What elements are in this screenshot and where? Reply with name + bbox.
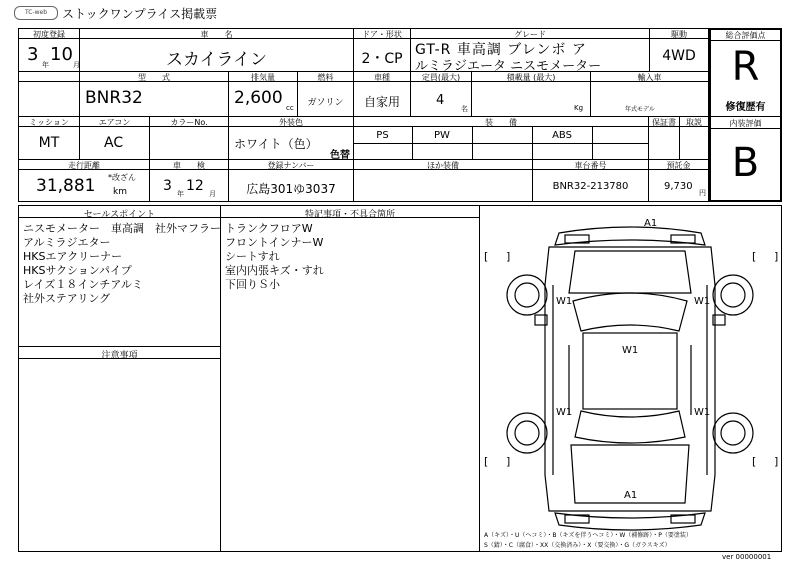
- legend-line: S（錆）・C（腐食）・XX（交換済み）・X（要交換）・G（ガラスキズ）: [484, 542, 671, 549]
- import-label: 輸入車: [637, 73, 662, 82]
- first-reg-year: 3: [27, 44, 39, 65]
- mileage-unit: km: [113, 187, 127, 197]
- bracket: [: [484, 455, 489, 468]
- price-label: 預託金: [666, 161, 691, 170]
- equipment-label: 装 備: [485, 118, 517, 127]
- interior-label: 内装評価: [729, 119, 762, 128]
- overall-note: 修復歴有: [725, 102, 766, 113]
- plate-number: 広島301ゆ3037: [246, 182, 336, 196]
- grade-label: グレード: [514, 30, 546, 39]
- interior-score: B: [731, 140, 760, 186]
- note-item: フロントインナーW: [225, 236, 324, 249]
- logo: [14, 6, 58, 20]
- warranty-label: 保証書: [652, 118, 676, 127]
- car-name-label: 車 名: [200, 30, 233, 39]
- car-name: スカイライン: [166, 50, 267, 70]
- bracket: ]: [506, 250, 511, 263]
- damage-mark: A1: [624, 490, 638, 501]
- sales-item: HKSエアクリーナー: [23, 250, 123, 263]
- page-title: ストックワンプライス掲載票: [62, 7, 218, 21]
- grade-line1: GT-R 車高調 ブレンボ ア: [415, 42, 587, 58]
- import-unit: 年式モデル: [625, 106, 655, 113]
- sales-item: 社外ステアリング: [23, 292, 111, 305]
- fuel-type: ガソリン: [307, 98, 344, 108]
- capacity-unit: 名: [461, 105, 468, 113]
- equip-ps: PS: [376, 130, 389, 141]
- price-value: 9,730: [664, 181, 693, 192]
- displacement-unit: cc: [286, 104, 294, 112]
- load-unit: Kg: [574, 104, 584, 112]
- version-text: ver 00000001: [722, 553, 772, 561]
- sales-item: ニスモメーター 車高調 社外マフラー: [23, 222, 221, 235]
- overall-label: 総合評価点: [725, 31, 766, 40]
- inspection-month: 12: [186, 178, 204, 194]
- manual-label: 取説: [686, 118, 702, 127]
- aircon-label: エアコン: [98, 118, 131, 127]
- other-equip-label: ほか装備: [427, 161, 459, 170]
- capacity-value: 4: [436, 93, 445, 108]
- vehicle-type-label: 車種: [374, 73, 390, 82]
- model-code: BNR32: [85, 88, 143, 108]
- legend-line: A（キズ）・U（ヘコミ）・B（キズを伴うヘコミ）・W（補修跡）・P（要塗装）: [484, 532, 692, 539]
- inspection-label: 車 検: [173, 161, 205, 170]
- mileage-value: 31,881: [36, 176, 96, 196]
- model-label: 型 式: [138, 73, 170, 82]
- mileage-note: *改ざん: [108, 173, 136, 182]
- sales-item: レイズ１８インチアルミ: [23, 278, 143, 291]
- logo-text: TC-web: [24, 9, 48, 16]
- first-reg-label: 初度登録: [33, 30, 65, 39]
- damage-mark: W1: [556, 407, 573, 418]
- price-unit: 円: [699, 189, 706, 197]
- color-no-label: カラーNo.: [170, 118, 208, 127]
- note-item: シートすれ: [225, 250, 280, 263]
- sales-item: アルミラジエター: [23, 236, 111, 249]
- inspection-year-unit: 年: [177, 190, 184, 198]
- overall-score: R: [731, 44, 760, 90]
- inspection-year: 3: [163, 178, 172, 194]
- fuel-label: 燃料: [317, 73, 334, 82]
- mission-label: ミッション: [29, 118, 69, 127]
- vehicle-type: 自家用: [363, 95, 400, 109]
- caution-title: 注意事項: [101, 351, 138, 361]
- displacement-value: 2,600: [234, 88, 283, 108]
- mileage-label: 走行距離: [68, 161, 100, 170]
- door-label: ドア・形状: [362, 30, 402, 39]
- displacement-label: 排気量: [251, 73, 275, 82]
- bracket: [: [484, 250, 489, 263]
- notes-title: 特記事項・不具合箇所: [304, 210, 395, 220]
- damage-mark: A1: [644, 218, 658, 229]
- color-change: 色替: [330, 150, 350, 161]
- first-reg-month: 10: [50, 44, 73, 65]
- bracket: [: [752, 455, 757, 468]
- drive-label: 駆動: [671, 30, 687, 39]
- bracket: [: [752, 250, 757, 263]
- plate-label: 登録ナンバー: [267, 161, 315, 170]
- equip-abs: ABS: [552, 130, 572, 141]
- chassis-label: 車台番号: [574, 161, 607, 170]
- mission-value: MT: [38, 135, 60, 151]
- damage-mark: W1: [556, 296, 573, 307]
- capacity-label: 定員(最大): [421, 73, 461, 82]
- inspection-month-unit: 月: [209, 190, 216, 198]
- sales-title: セールスポイント: [83, 210, 156, 220]
- sales-item: HKSサクションパイプ: [23, 264, 132, 277]
- exterior-color: ホワイト（色）: [234, 137, 318, 151]
- note-item: 下回りＳ小: [225, 278, 280, 291]
- aircon-value: AC: [104, 135, 124, 151]
- drive-type: 4WD: [662, 48, 696, 64]
- door-shape: 2・CP: [361, 51, 403, 67]
- exterior-label: 外装色: [279, 118, 303, 127]
- first-reg-month-unit: 月: [73, 61, 80, 69]
- bracket: ]: [506, 455, 511, 468]
- equip-pw: PW: [434, 130, 450, 141]
- damage-mark: W1: [694, 296, 711, 307]
- bracket: ]: [774, 250, 779, 263]
- note-item: 室内内張キズ・すれ: [225, 264, 324, 277]
- note-item: トランクフロアW: [225, 222, 313, 235]
- first-reg-year-unit: 年: [42, 61, 49, 69]
- damage-mark: W1: [622, 345, 639, 356]
- grade-line2: ルミラジエータ ニスモメーター: [415, 59, 602, 74]
- caution-box: [18, 346, 221, 552]
- damage-mark: W1: [694, 407, 711, 418]
- bracket: ]: [774, 455, 779, 468]
- chassis-number: BNR32-213780: [552, 181, 629, 192]
- load-label: 積載量 (最大): [506, 73, 556, 82]
